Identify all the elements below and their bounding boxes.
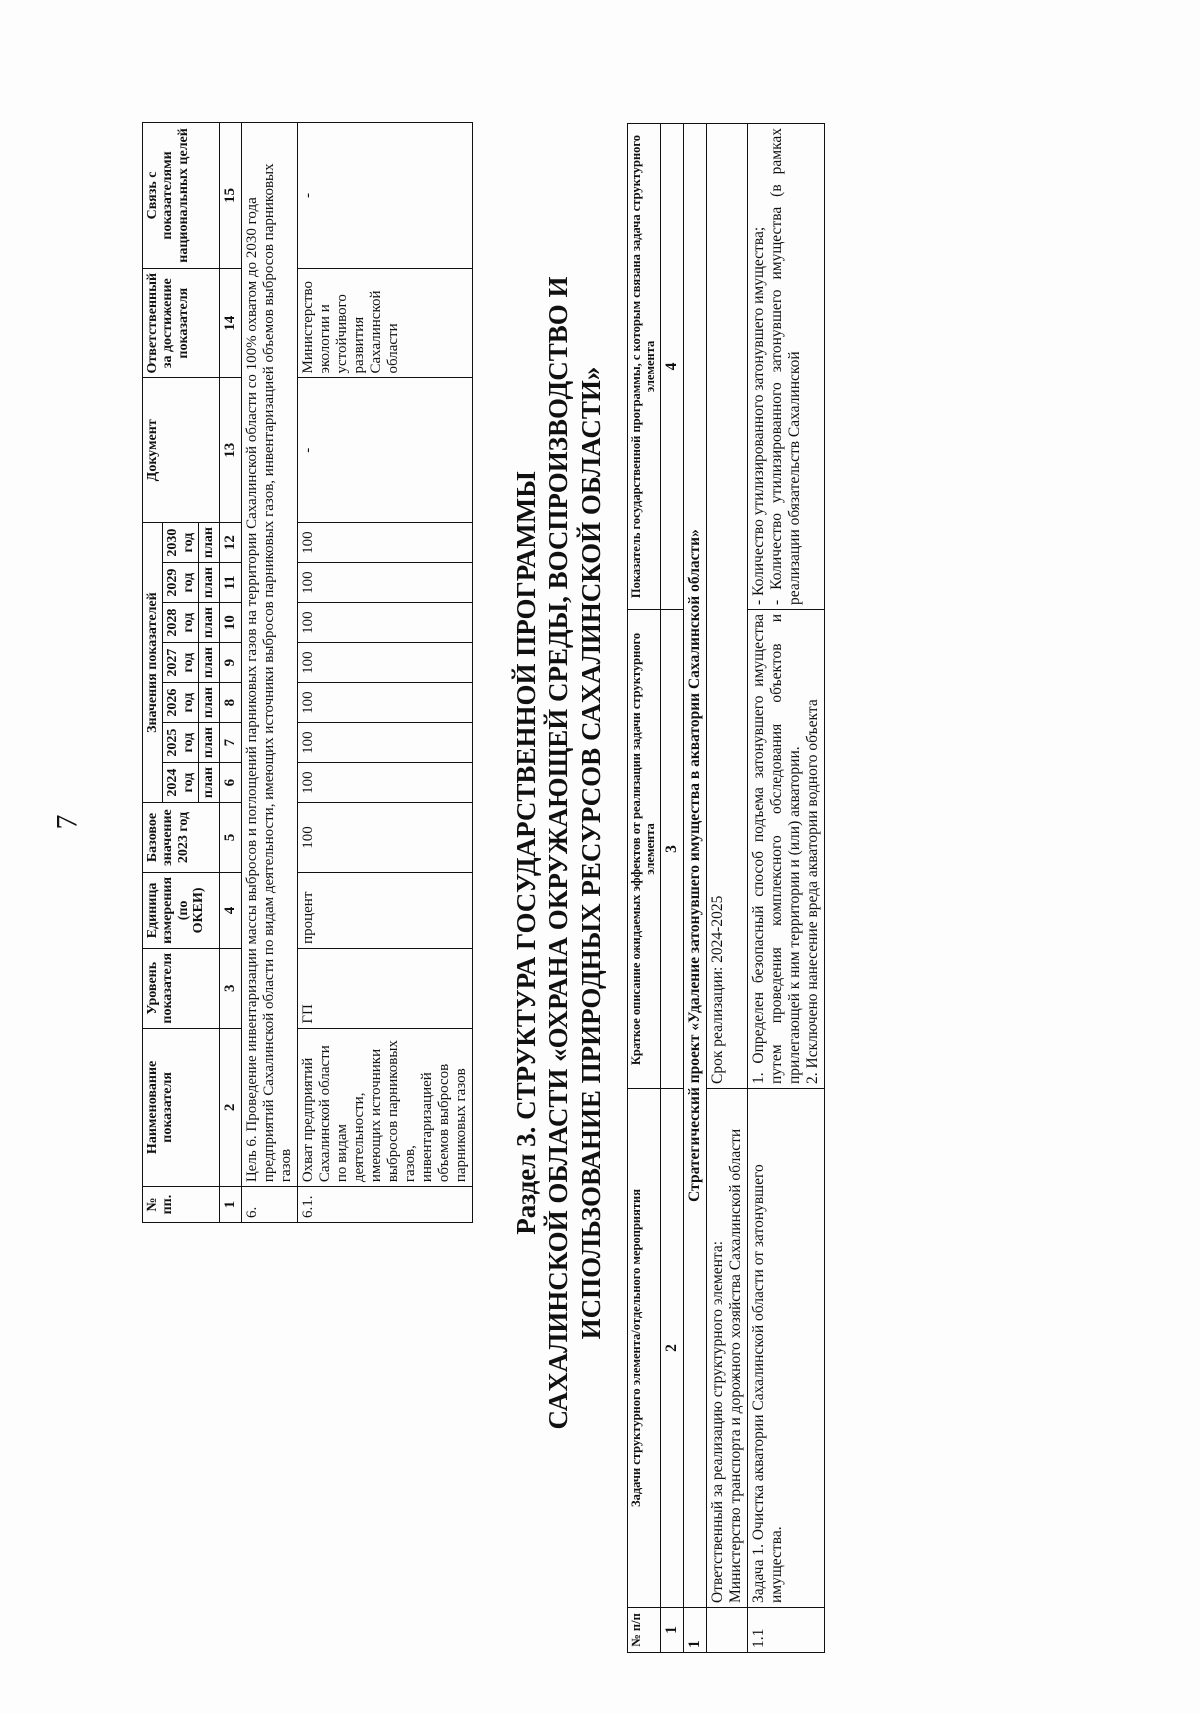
column-number: 12 <box>219 523 241 563</box>
responsible-cell <box>706 1089 747 1608</box>
col-header-year: 2024 год <box>163 763 199 803</box>
responsible-value: Министерство транспорта и дорожного хозяйства Сахалинской области <box>726 1128 744 1603</box>
col-header-unit: Единица измерения (по ОКЕИ) <box>143 872 220 948</box>
indicator-value-2026: 100 <box>297 683 472 723</box>
col-header-name: Наименование показателя <box>143 1028 220 1187</box>
empty-cell <box>706 1608 747 1653</box>
col-header-link: Связь с показателями национальных целей <box>143 123 220 269</box>
column-number: 3 <box>660 610 683 1089</box>
indicator-document: - <box>297 378 472 523</box>
implementation-period: Срок реализации: 2024-2025 <box>706 124 747 1089</box>
col-header-indicator: Показатель государственной программы, с которым связана задача структурного элемента <box>628 124 661 610</box>
table-header-row <box>628 124 661 1653</box>
project-title: Стратегический проект «Удаление затонувшего имущества в акватории Сахалинской области» <box>683 124 706 1608</box>
task-text: Задача 1. Очистка акватории Сахалинской области от затонувшего имущества. <box>747 1089 824 1608</box>
task-row <box>747 124 824 1653</box>
column-number: 6 <box>219 763 241 803</box>
page-number: 7 <box>50 814 84 830</box>
column-number: 4 <box>219 872 241 948</box>
col-header-level: Уровень показателя <box>143 948 220 1028</box>
section-title-line: Раздел 3. СТРУКТУРА ГОСУДАРСТВЕННОЙ ПРОГРАММЫ <box>511 471 541 1235</box>
indicator-level: ГП <box>297 948 472 1028</box>
column-number: 1 <box>660 1608 683 1653</box>
goal-row <box>241 123 297 1223</box>
task-effect-item: 1. Определен безопасный способ подъема затонувшего имущества путем проведения комплексного обследования объектов и прилегающей к ним территории и (или) акватории. <box>749 614 803 1084</box>
column-numbers-row <box>660 124 683 1653</box>
task-indicators <box>747 124 824 610</box>
task-number: 1.1 <box>747 1608 824 1653</box>
col-header-plan: план <box>199 643 219 683</box>
column-number: 15 <box>219 123 241 269</box>
column-number: 8 <box>219 683 241 723</box>
column-number: 4 <box>660 124 683 610</box>
indicator-unit: процент <box>297 872 472 948</box>
col-header-plan: план <box>199 563 219 603</box>
indicator-responsible: Министерство экологии и устойчивого развития Сахалинской области <box>297 268 472 378</box>
col-header-year: 2027 год <box>163 643 199 683</box>
col-header-plan: план <box>199 603 219 643</box>
col-header-effects: Краткое описание ожидаемых эффектов от реализации задачи структурного элемента <box>628 610 661 1089</box>
indicator-value-2024: 100 <box>297 763 472 803</box>
section-title-line: САХАЛИНСКОЙ ОБЛАСТИ «ОХРАНА ОКРУЖАЮЩЕЙ СРЕДЫ, ВОСПРОИЗВОДСТВО И <box>543 276 574 1430</box>
task-effects <box>747 610 824 1089</box>
column-number: 9 <box>219 643 241 683</box>
indicator-number: 6.1. <box>297 1187 472 1223</box>
column-number: 2 <box>219 1028 241 1187</box>
column-number: 1 <box>219 1187 241 1223</box>
col-header-year: 2029 год <box>163 563 199 603</box>
col-header-num: № пп. <box>143 1187 220 1223</box>
indicators-table <box>142 122 473 1223</box>
task-indicator-item: - Количество утилизированного затонувшего имущества; <box>749 226 767 605</box>
indicator-name: Охват предприятий Сахалинской области по видам деятельности, имеющих источники выбросов парниковых газов, инвентаризацией объемов выбросов парниковых газов <box>297 1028 472 1187</box>
task-effect-item: 2. Исключено нанесение вреда акватории водного объекта <box>803 699 821 1084</box>
structure-table <box>627 123 825 1653</box>
col-header-plan: план <box>199 723 219 763</box>
col-header-tasks: Задачи структурного элемента/отдельного мероприятия <box>628 1089 661 1608</box>
column-number: 11 <box>219 563 241 603</box>
indicator-value-2025: 100 <box>297 723 472 763</box>
col-header-year: 2030 год <box>163 523 199 563</box>
col-header-values: Значения показателей <box>143 523 163 803</box>
col-header-year: 2028 год <box>163 603 199 643</box>
col-header-plan: план <box>199 683 219 723</box>
goal-number: 6. <box>241 1187 297 1223</box>
column-number: 10 <box>219 603 241 643</box>
indicator-base-value: 100 <box>297 803 472 873</box>
column-number: 5 <box>219 803 241 873</box>
responsible-label: Ответственный за реализацию структурного элемента: <box>708 1240 726 1603</box>
column-number: 2 <box>660 1089 683 1608</box>
indicator-row <box>297 123 472 1223</box>
col-header-year: 2026 год <box>163 683 199 723</box>
column-number: 14 <box>219 268 241 378</box>
task-indicator-item: - Количество утилизированного затонувшего имущества (в рамках реализации обязательств Сахалинской <box>767 128 803 605</box>
project-row <box>683 124 706 1653</box>
project-number: 1 <box>683 1608 706 1653</box>
col-header-base: Базовое значение 2023 год <box>143 803 220 873</box>
column-numbers-row <box>219 123 241 1223</box>
goal-text: Цель 6. Проведение инвентаризации массы выбросов и поглощений парниковых газов на территории Сахалинской области со 100% охватом до 2030 года предприятий Сахалинской области по видам деятельности, имеющих источники выбросов парниковых газов, инвентаризацией объемов выбросов парниковых газов <box>241 123 297 1187</box>
responsible-row <box>706 124 747 1653</box>
indicator-value-2028: 100 <box>297 603 472 643</box>
indicator-value-2027: 100 <box>297 643 472 683</box>
section-title-line: ИСПОЛЬЗОВАНИЕ ПРИРОДНЫХ РЕСУРСОВ САХАЛИНСКОЙ ОБЛАСТИ» <box>575 366 606 1340</box>
table-header-row <box>143 123 163 1223</box>
col-header-year: 2025 год <box>163 723 199 763</box>
col-header-document: Документ <box>143 378 220 523</box>
section-title <box>510 253 607 1453</box>
col-header-plan: план <box>199 763 219 803</box>
column-number: 7 <box>219 723 241 763</box>
indicator-value-2029: 100 <box>297 563 472 603</box>
col-header-responsible: Ответственный за достижение показателя <box>143 268 220 378</box>
col-header-plan: план <box>199 523 219 563</box>
column-number: 3 <box>219 948 241 1028</box>
col-header-num: № п/п <box>628 1608 661 1653</box>
indicator-link: - <box>297 123 472 269</box>
column-number: 13 <box>219 378 241 523</box>
indicator-value-2030: 100 <box>297 523 472 563</box>
